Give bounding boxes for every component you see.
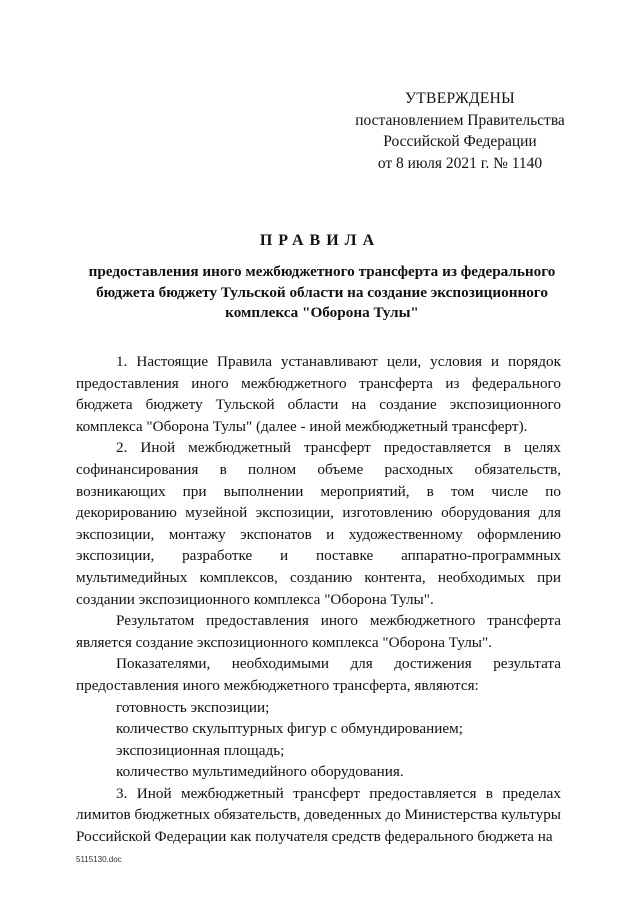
paragraph-2: 2. Иной межбюджетный трансферт предоставляется в целях софинансирования в полном объеме расходных обязательств, возникающих при выполнении мероприятий, в том числе по декорированию музейной экспозиции, изготовлению оборудования для экспозиции, монтажу экспонатов и художественному оформлению экспозиции, разработке и поставке аппаратно-программных мультимедийных комплексов, созданию контента, необходимых при создании экспозиционного комплекса "Оборона Тулы". [76, 439, 561, 608]
indicator-item: количество мультимедийного оборудования. [116, 763, 404, 781]
indicator-item: экспозиционная площадь; [116, 741, 285, 759]
paragraph-1: 1. Настоящие Правила устанавливают цели, условия и порядок предоставления иного межбюджетного трансферта из федерального бюджета бюджету Тульской области на создание экспозиционного комплекса "Оборона Тулы" (далее - иной межбюджетный трансферт). [76, 353, 561, 435]
approval-stamp [340, 88, 580, 174]
approval-line-3: от 8 июля 2021 г. № 1140 [377, 154, 543, 172]
paragraph-3: 3. Иной межбюджетный трансферт предоставляется в пределах лимитов бюджетных обязательств, доведенных до Министерства культуры Российской Федерации как получателя средств федерального бюджета на [76, 784, 561, 846]
file-code: 5115130.doc [76, 855, 122, 864]
document-body [76, 351, 561, 848]
approval-line-1: постановлением Правительства [355, 111, 565, 129]
document-subtitle: предоставления иного межбюджетного трансферта из федерального бюджета бюджету Тульской области на создание экспозиционного комплекса "Оборона Тулы" [88, 263, 556, 321]
approval-title: УТВЕРЖДЕНЫ [405, 90, 515, 107]
indicator-item: готовность экспозиции; [116, 698, 270, 716]
paragraph-indicators: Показателями, необходимыми для достижения результата предоставления иного межбюджетного трансферта, являются: [76, 655, 561, 694]
paragraph-result: Результатом предоставления иного межбюджетного трансферта является создание экспозиционного комплекса "Оборона Тулы". [76, 612, 561, 651]
approval-line-2: Российской Федерации [383, 133, 537, 150]
document-title: ПРАВИЛА [259, 232, 381, 249]
indicator-item: количество скульптурных фигур с обмундированием; [116, 720, 463, 738]
